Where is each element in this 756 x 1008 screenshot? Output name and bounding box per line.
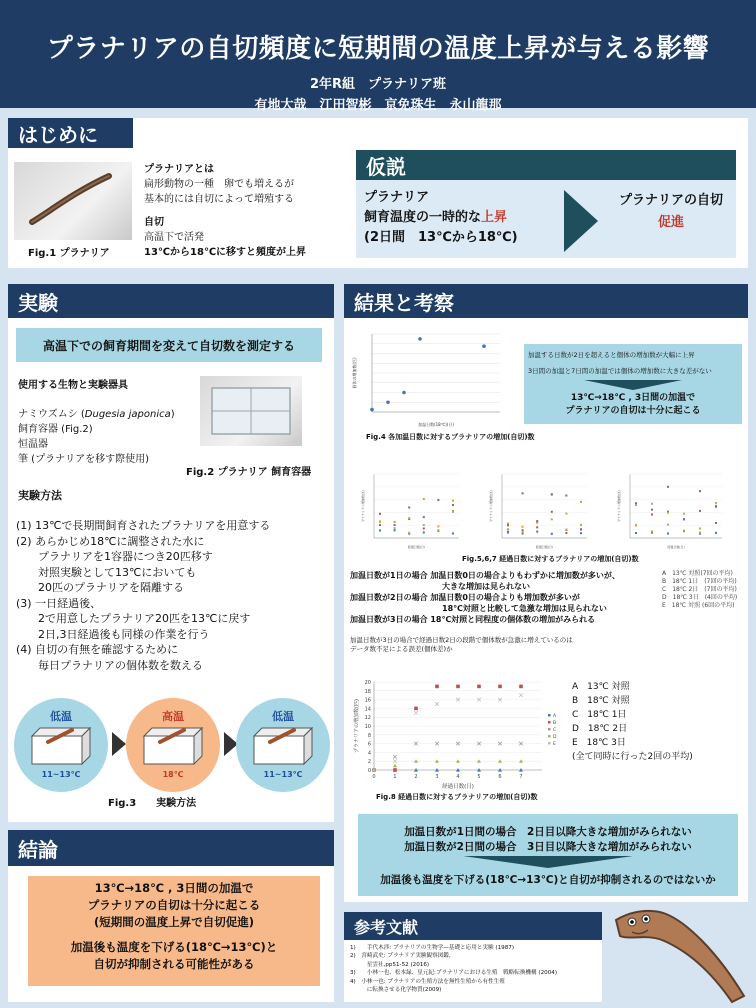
small-chart-point — [507, 523, 509, 525]
step-line: 対照実験として13℃においても — [16, 565, 197, 579]
small-chart-point — [522, 529, 524, 531]
obs-3: 加温日数が3日の場合 18℃対照と同程度の個体数の増加がみられる — [350, 615, 596, 624]
fig4-x-label: 加温日数(18℃)(日) — [418, 422, 454, 427]
results-heading: 結果と考察 — [344, 284, 748, 318]
hypothesis-right — [606, 190, 736, 234]
data-note: 加温日数が3日の場合で経過日数2日の段階で個体数が急激に増えているのは データ数不足による誤差(個体差)か — [350, 636, 573, 653]
small-chart-point — [522, 526, 524, 528]
fig8-x-tick: 3 — [435, 774, 439, 780]
fig4-y-label: 個体の増加数(匹) — [352, 357, 357, 389]
fig8-x-label: 経過日数(日) — [442, 784, 474, 790]
step-line: (1) 13℃で長期間飼育されたプラナリアを用意する — [16, 519, 271, 532]
small-chart-point — [536, 526, 538, 528]
fig8-legend-swatch — [548, 721, 551, 724]
water-tank-icon — [250, 726, 316, 766]
fig8-point — [519, 685, 523, 689]
fig8-legend-swatch — [548, 735, 551, 738]
small-chart-point — [565, 495, 567, 497]
small-chart-point — [715, 505, 717, 507]
small-chart-point — [423, 524, 425, 526]
small-chart-point — [437, 525, 439, 527]
small-chart-point — [683, 518, 685, 520]
step-line: (2) あらかじめ18℃に調整された水に — [16, 534, 205, 548]
container-photo — [200, 376, 302, 446]
obs-2: 加温日数が2日の場合 加温日数0日の場合よりも増加数が多いが — [350, 593, 580, 602]
fig8-x-tick: 7 — [519, 774, 523, 780]
small-chart-y-label: プラナリアの増加数(匹) — [361, 489, 365, 523]
small-chart-point — [437, 530, 439, 532]
fig8-legend-a: A 13℃ 対照 — [572, 682, 630, 692]
small-chart-point — [715, 522, 717, 524]
hypothesis-heading: 仮説 — [356, 150, 736, 180]
fig3-diagram — [14, 698, 330, 788]
hypothesis-left — [364, 188, 518, 248]
fig8-y-tick: 16 — [364, 697, 371, 704]
references-section — [344, 912, 602, 1002]
fig4-note-2: 3日間の加温と7日間の加温では個体の増加数に大きな差がない — [528, 367, 712, 375]
fig8-legend-swatch — [548, 728, 551, 731]
hypothesis-promotion: 促進 — [657, 215, 684, 230]
circle-2-temp: 18℃ — [162, 770, 184, 779]
reference-list — [350, 944, 602, 994]
small-chart-point — [507, 528, 509, 530]
fig4-note-1: 加温する日数が2日を超えると個体の増加数が大幅に上昇 — [528, 351, 695, 359]
fig6-svg — [486, 468, 601, 552]
fig8-x-tick: 6 — [498, 774, 502, 780]
fig8-legend-note: (全て同時に行った2回の平均) — [572, 752, 693, 762]
fig8-y-tick: 4 — [367, 750, 371, 757]
step-line: 2で用意したプラナリア20匹を13℃に戻す — [16, 612, 251, 625]
small-chart-point — [667, 486, 669, 488]
small-chart-point — [699, 528, 701, 530]
small-chart-point — [580, 532, 582, 534]
fig8-x-tick: 4 — [456, 774, 460, 780]
fig8-point — [393, 768, 397, 772]
fig3-caption: Fig.3 実験方法 — [108, 798, 197, 809]
legend-e: E 18℃ 対照 (6回の平均) — [662, 602, 735, 609]
small-chart-point — [667, 512, 669, 514]
circle-3-temp: 11~13℃ — [263, 770, 303, 779]
down-arrow-icon — [463, 856, 633, 868]
material-brush: 筆 (プラナリアを移す際使用) — [18, 454, 149, 465]
intro-line-3: 自切 — [144, 217, 164, 228]
references-heading: 参考文献 — [344, 912, 602, 940]
small-chart-point — [394, 524, 396, 526]
small-chart-point — [452, 532, 454, 534]
small-chart-point — [580, 524, 582, 526]
fig4-svg — [348, 326, 508, 434]
small-chart-point — [565, 513, 567, 515]
fig7-chart — [614, 468, 736, 552]
low-temp-circle-2 — [236, 698, 330, 792]
fig4-note-3: 13℃→18℃ , 3日間の加温で プラナリアの自切は十分に起こる — [565, 393, 701, 416]
summary-1: 加温日数が1日間の場合 2日目以降大きな増加がみられない — [404, 826, 692, 838]
fig8-legend — [572, 680, 693, 764]
materials-list — [18, 378, 208, 467]
hypothesis-condition: 飼育温度の一時的な上昇 — [364, 210, 508, 225]
intro-line-1: 扁形動物の一種 卵でも増えるが — [144, 179, 294, 190]
small-chart-point — [423, 498, 425, 500]
reference-item: 4) 小林一也: プラナリアの生殖方法を無性生殖から有性生殖 — [350, 978, 505, 985]
summary-3: 加温後も温度を下げる(18℃→13℃)と自切が抑制されるのではないか — [380, 874, 716, 886]
circle-3-label: 低温 — [272, 710, 294, 723]
small-chart-point — [423, 516, 425, 518]
obs-2b: 18℃対照と比較して急激な増加は見られない — [442, 604, 607, 613]
fig8-caption: Fig.8 経過日数に対するプラナリアの増加(自切)数 — [376, 793, 538, 801]
intro-line-5: 13℃から18℃に移すと頻度が上昇 — [144, 247, 307, 258]
planaria-mascot-icon — [606, 900, 752, 1006]
fig8-y-tick: 6 — [367, 741, 371, 748]
fig8-x-tick: 5 — [477, 774, 481, 780]
fig8-x-tick: 1 — [393, 774, 397, 780]
material-incubator: 恒温器 — [18, 439, 48, 450]
hypothesis-result: プラナリアの自切 — [618, 193, 723, 208]
small-chart-point — [408, 532, 410, 534]
intro-line-2: 基本的には自切によって増殖する — [144, 194, 294, 205]
fig8-legend-swatch — [548, 714, 551, 717]
poster-header — [0, 0, 756, 113]
fig8-y-tick: 20 — [364, 680, 371, 686]
material-species: ナミウズムシ (Dugesia japonica) — [18, 409, 175, 420]
small-chart-point — [651, 530, 653, 532]
conclusion-line-2: プラナリアの自切は十分に起こる — [87, 898, 261, 912]
fig8-chart — [352, 676, 556, 794]
small-chart-point — [667, 524, 669, 526]
intro-heading: はじめに — [8, 118, 133, 148]
small-chart-point — [394, 527, 396, 529]
small-chart-point — [551, 493, 553, 495]
planaria-photo — [14, 162, 132, 240]
small-chart-point — [452, 504, 454, 506]
method-title: 実験方法 — [18, 489, 62, 502]
fig8-y-tick: 10 — [364, 724, 371, 730]
step-line: (4) 自切の有無を確認するために — [16, 643, 179, 656]
fig8-point — [456, 685, 460, 689]
method-steps — [16, 518, 332, 673]
hypothesis-box — [356, 150, 736, 258]
fig4-point — [386, 400, 390, 404]
legend-c: C 18℃ 2日 (7回の平均) — [662, 586, 737, 593]
legend-d: D 18℃ 3日 (4回の平均) — [662, 594, 738, 601]
fig8-y-tick: 18 — [364, 688, 371, 695]
fig2-caption: Fig.2 プラナリア 飼育容器 — [186, 467, 312, 478]
small-chart-point — [715, 502, 717, 504]
reference-item: 1) 手代木渉: プラナリアの生物学—基礎と応用と実験 (1987) — [350, 945, 515, 951]
small-chart-point — [408, 506, 410, 508]
fig4-notes-box — [524, 344, 742, 424]
intro-section — [8, 118, 748, 268]
conclusion-line-1: 13℃→18℃ , 3日間の加温で — [94, 881, 254, 895]
small-chart-point — [551, 533, 553, 535]
fig8-x-tick: 0 — [372, 774, 376, 780]
reference-item: 2) 宮崎武史: プラナリア実験観察図鑑, — [350, 953, 451, 960]
summary-2: 加温日数が2日間の場合 3日目以降大きな増加がみられない — [404, 841, 692, 853]
fig5-chart — [358, 468, 473, 552]
fig4-point — [418, 337, 422, 341]
small-chart-point — [565, 528, 567, 530]
fig567-caption: Fig.5,6,7 経過日数に対するプラナリアの増加(自切)数 — [462, 555, 639, 563]
poster-title: プラナリアの自切頻度に短期間の温度上昇が与える影響 — [46, 34, 710, 64]
step-line: (3) 一日経過後、 — [16, 596, 102, 610]
experiment-section — [8, 284, 334, 822]
fig8-legend-swatch — [548, 742, 551, 745]
fig8-y-tick: 8 — [367, 732, 371, 739]
results-summary — [358, 814, 738, 896]
small-chart-point — [379, 529, 381, 531]
fig6-chart — [486, 468, 601, 552]
step-line: プラナリアを1容器につき20匹移す — [16, 550, 213, 563]
small-chart-point — [452, 500, 454, 502]
small-chart-point — [699, 490, 701, 492]
small-chart-x-label: 経過日数(日) — [407, 545, 426, 549]
hypothesis-period: (2日間 13℃から18℃) — [364, 230, 518, 245]
small-chart-point — [699, 532, 701, 534]
fig8-legend-c: C 18℃ 1日 — [572, 710, 627, 720]
circle-1-label: 低温 — [50, 710, 72, 723]
small-chart-point — [394, 521, 396, 523]
small-chart-point — [452, 510, 454, 512]
obs-1b: 大きな増加は見られない — [442, 582, 530, 591]
reference-item: 星雲社,pp51-52 (2016) — [350, 961, 430, 968]
small-chart-point — [507, 532, 509, 534]
fig8-y-tick: 0 — [367, 768, 371, 774]
water-tank-icon — [28, 726, 94, 766]
small-chart-point — [565, 532, 567, 534]
fig8-legend-e: E 18℃ 3日 — [572, 738, 626, 748]
arrow-right-icon — [112, 732, 126, 756]
obs-1: 加温日数が1日の場合 加温日数0日の場合よりもわずかに増加数が多いが、 — [350, 571, 620, 580]
fig8-point — [435, 685, 439, 689]
reference-item: に転換させる化学物質(2009) — [350, 987, 442, 994]
fig567-legend — [662, 570, 748, 610]
small-chart-point — [635, 524, 637, 526]
conclusion-line-4: 加温後も温度を下げる(18℃→13℃)と — [70, 940, 278, 954]
small-chart-point — [635, 504, 637, 506]
step-line: 20匹のプラナリアを隔離する — [16, 581, 184, 594]
reference-item: 3) 小林一也、松本緑、星元紀:プラナリアにおける生殖 戦略転換機構 (2004) — [350, 970, 558, 977]
small-chart-point — [423, 531, 425, 533]
small-chart-point — [651, 503, 653, 505]
fig8-point — [498, 685, 502, 689]
intro-text-title: プラナリアとは — [144, 164, 214, 175]
fig8-svg — [352, 676, 556, 794]
fig8-legend-b: B 18℃ 対照 — [572, 696, 630, 706]
intro-text — [144, 162, 344, 260]
results-section — [344, 284, 748, 902]
fig8-legend-name: A — [553, 714, 557, 719]
low-temp-circle-1 — [14, 698, 108, 792]
small-chart-point — [551, 511, 553, 513]
experiment-heading: 実験 — [8, 284, 334, 318]
fig8-x-tick: 2 — [414, 774, 418, 780]
planaria-illustration — [14, 162, 132, 240]
small-chart-point — [536, 520, 538, 522]
fig8-y-tick: 2 — [367, 759, 371, 766]
small-chart-point — [379, 521, 381, 523]
conclusion-line-3: (短期間の温度上昇で自切促進) — [93, 915, 254, 929]
fig8-point — [414, 707, 418, 711]
small-chart-point — [651, 513, 653, 515]
small-chart-point — [394, 529, 396, 531]
high-temp-circle — [126, 698, 220, 792]
fig1-caption: Fig.1 プラナリア — [28, 248, 110, 259]
conclusion-section — [8, 830, 334, 1002]
materials-title: 使用する生物と実験器具 — [18, 380, 128, 391]
small-chart-point — [683, 513, 685, 515]
small-chart-point — [699, 510, 701, 512]
fig8-legend-d: D 18℃ 2日 — [572, 724, 628, 734]
fig4-point — [482, 344, 486, 348]
fig8-y-tick: 12 — [364, 715, 371, 722]
small-chart-point — [423, 527, 425, 529]
experiment-banner: 高温下での飼育期間を変えて自切数を測定する — [16, 328, 322, 362]
small-chart-point — [551, 518, 553, 520]
step-line: 毎日プラナリアの個体数を数える — [16, 658, 203, 672]
fig8-y-label: プラナリアの増加数(匹) — [354, 699, 360, 753]
hypothesis-subject: プラナリア — [364, 190, 430, 205]
small-chart-point — [715, 532, 717, 534]
hypothesis-arrow-icon — [564, 190, 598, 252]
container-illustration — [200, 376, 302, 446]
fig4-caption: Fig.4 各加温日数に対するプラナリアの増加(自切)数 — [366, 433, 535, 441]
circle-2-label: 高温 — [162, 710, 184, 723]
small-chart-point — [667, 533, 669, 535]
small-chart-y-label: プラナリアの増加数(匹) — [617, 489, 621, 523]
small-chart-point — [683, 530, 685, 532]
small-chart-point — [580, 501, 582, 503]
fig8-legend-name: D — [553, 735, 557, 740]
author-list: 有地大哉 江田智彬 京免珠生 永山龍那 — [254, 98, 502, 113]
fig4-point — [370, 408, 374, 412]
legend-b: B 18℃ 1日 (7回の平均) — [662, 578, 737, 585]
small-chart-point — [408, 517, 410, 519]
fig7-svg — [614, 468, 736, 552]
small-chart-x-label: 経過日数(日) — [667, 545, 685, 549]
legend-a: A 13℃ 対照(7回の平均) — [662, 570, 733, 577]
step-line: 2日,3日経過後も同様の作業を行う — [16, 627, 210, 641]
fig8-y-tick: 14 — [364, 706, 371, 713]
small-chart-point — [635, 502, 637, 504]
small-chart-point — [379, 513, 381, 515]
water-tank-icon — [140, 726, 206, 766]
class-name: 2年R組 プラナリア班 — [309, 77, 447, 92]
small-chart-x-label: 経過日数(日) — [535, 545, 554, 549]
intro-line-4: 高温下で活発 — [144, 232, 204, 243]
small-chart-point — [379, 524, 381, 526]
small-chart-point — [651, 509, 653, 511]
conclusion-box — [28, 876, 320, 986]
small-chart-point — [536, 531, 538, 533]
fig4-point — [402, 391, 406, 395]
conclusion-line-5: 自切が抑制される可能性がある — [93, 957, 255, 971]
small-chart-point — [522, 531, 524, 533]
small-chart-point — [635, 532, 637, 534]
circle-1-temp: 11~13℃ — [41, 770, 81, 779]
material-container: 飼育容器 (Fig.2) — [18, 424, 93, 435]
small-chart-point — [507, 524, 509, 526]
down-arrow-icon — [584, 380, 682, 390]
fig4-chart — [348, 326, 508, 434]
fig8-legend-name: B — [553, 721, 557, 726]
small-chart-y-label: プラナリアの増加数(匹) — [489, 489, 493, 523]
small-chart-point — [522, 492, 524, 494]
fig8-point — [477, 685, 481, 689]
small-chart-point — [580, 529, 582, 531]
conclusion-heading: 結論 — [8, 830, 334, 866]
observations — [350, 570, 660, 625]
fig8-legend-name: C — [553, 728, 557, 733]
fig8-point — [393, 764, 397, 768]
fig5-svg — [358, 468, 473, 552]
small-chart-point — [437, 499, 439, 501]
fig8-legend-name: E — [553, 742, 556, 747]
